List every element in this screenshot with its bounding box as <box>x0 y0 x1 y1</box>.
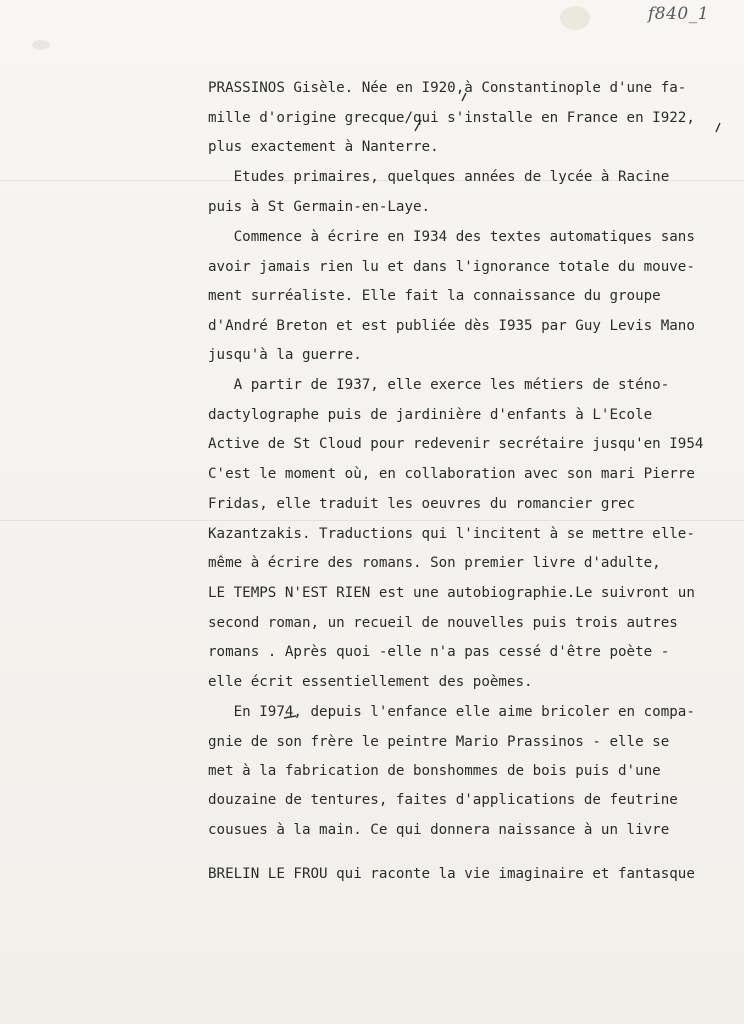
text-line: En I974, depuis l'enfance elle aime bricoler en compa- <box>208 704 695 720</box>
text-line: elle écrit essentiellement des poèmes. <box>208 674 533 690</box>
text-line: second roman, un recueil de nouvelles puis trois autres <box>208 615 678 631</box>
text-line: gnie de son frère le peintre Mario Prassinos - elle se <box>208 734 670 750</box>
text-line: BRELIN LE FROU qui raconte la vie imaginaire et fantasque <box>208 866 695 882</box>
text-line: même à écrire des romans. Son premier livre d'adulte, <box>208 555 661 571</box>
text-line: Etudes primaires, quelques années de lycée à Racine <box>208 169 670 185</box>
text-line: plus exactement à Nanterre. <box>208 139 439 155</box>
paper-mark <box>32 40 50 50</box>
text-line: met à la fabrication de bonshommes de bois puis d'une <box>208 763 661 779</box>
biography-text <box>208 78 738 882</box>
text-line: cousues à la main. Ce qui donnera naissance à un livre <box>208 822 670 838</box>
text-line: jusqu'à la guerre. <box>208 347 362 363</box>
text-line: douzaine de tentures, faites d'applications de feutrine <box>208 792 678 808</box>
text-line: puis à St Germain-en-Laye. <box>208 199 431 215</box>
text-line: PRASSINOS Gisèle. Née en I920,à Constantinople d'une fa- <box>208 80 687 96</box>
text-line: d'André Breton et est publiée dès I935 par Guy Levis Mano <box>208 318 695 334</box>
text-line: Commence à écrire en I934 des textes automatiques sans <box>208 229 695 245</box>
text-line: romans . Après quoi -elle n'a pas cessé d'être poète - <box>208 644 670 660</box>
archive-reference: f840_1 <box>648 4 710 24</box>
text-line: LE TEMPS N'EST RIEN est une autobiographie.Le suivront un <box>208 585 695 601</box>
text-line: avoir jamais rien lu et dans l'ignorance totale du mouve- <box>208 259 695 275</box>
text-line: ment surréaliste. Elle fait la connaissance du groupe <box>208 288 661 304</box>
text-line: A partir de I937, elle exerce les métiers de sténo- <box>208 377 670 393</box>
text-line: Kazantzakis. Traductions qui l'incitent à se mettre elle- <box>208 526 695 542</box>
text-line: C'est le moment où, en collaboration avec son mari Pierre <box>208 466 695 482</box>
text-line: Active de St Cloud pour redevenir secrétaire jusqu'en I954 <box>208 436 704 452</box>
paper-stain <box>560 6 590 30</box>
text-line: mille d'origine grecque/qui s'installe en France en I922, <box>208 110 695 126</box>
text-line: Fridas, elle traduit les oeuvres du romancier grec <box>208 496 636 512</box>
text-line: dactylographe puis de jardinière d'enfants à L'Ecole <box>208 407 653 423</box>
